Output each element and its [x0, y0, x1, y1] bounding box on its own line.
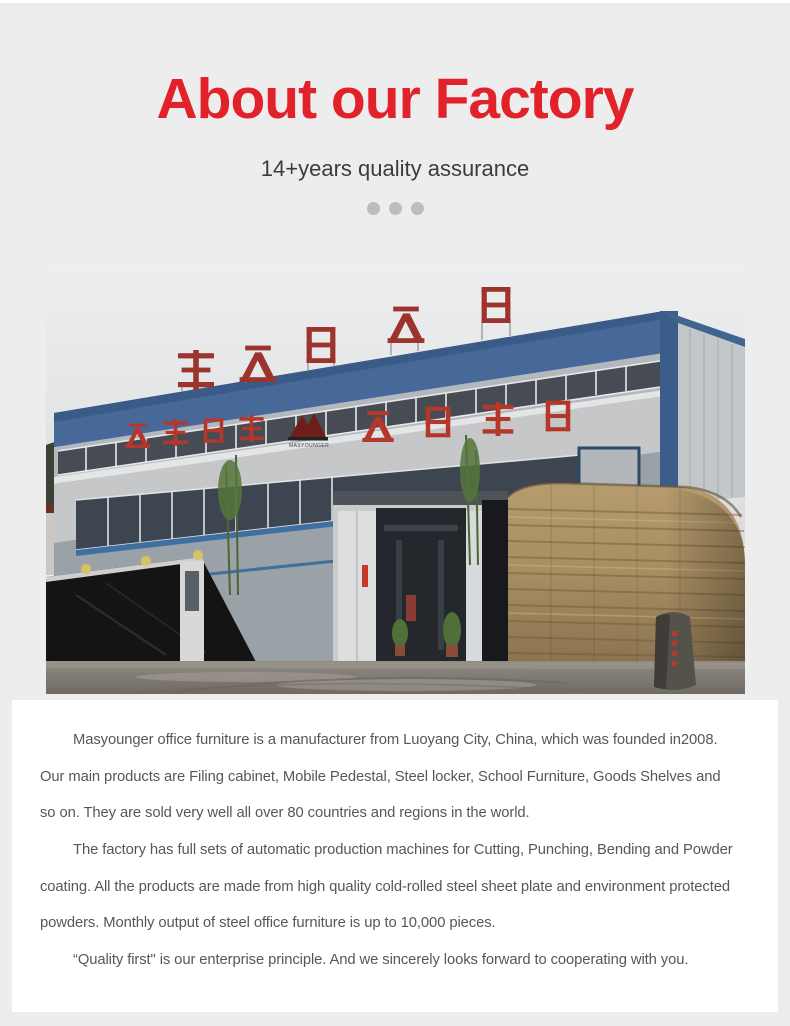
- paragraph-line: Masyounger office furniture is a manufacturer from Luoyang City, China, which was founded in2008.: [73, 732, 718, 748]
- subtitle: 14+years quality assurance: [260, 156, 530, 181]
- ground: [46, 661, 745, 694]
- wood-curved-wall: [508, 483, 745, 665]
- carousel-dot[interactable]: [411, 202, 424, 215]
- carousel-dot[interactable]: [367, 202, 380, 215]
- paragraph-line: Our main products are Filing cabinet, Mobile Pedestal, Steel locker, School Furniture, Goods Shelves and: [40, 768, 721, 785]
- paragraph-line: The factory has full sets of automatic production machines for Cutting, Punching, Bending and Powder: [73, 842, 733, 859]
- carousel-dots: [0, 202, 790, 215]
- top-divider: [0, 0, 790, 3]
- about-panel: [12, 700, 778, 1012]
- paragraph-line: “Quality first" is our enterprise principle. And we sincerely looks forward to cooperating with you.: [73, 952, 689, 969]
- paragraph-line: coating. All the products are made from high quality cold-rolled steel sheet plate and environment protected: [40, 878, 730, 895]
- page-title: About our Factory: [156, 67, 634, 131]
- paragraph-line: powders. Monthly output of steel office furniture is up to 10,000 pieces.: [40, 915, 496, 932]
- paragraph-line: so on. They are sold very well all over 80 countries and regions in the world.: [40, 805, 530, 822]
- standing-stone: [654, 612, 696, 690]
- banner-logo-text: MASYOUNGER: [289, 443, 330, 449]
- entrance-door: [333, 491, 508, 665]
- factory-photo: [46, 265, 745, 694]
- carousel-dot[interactable]: [389, 202, 402, 215]
